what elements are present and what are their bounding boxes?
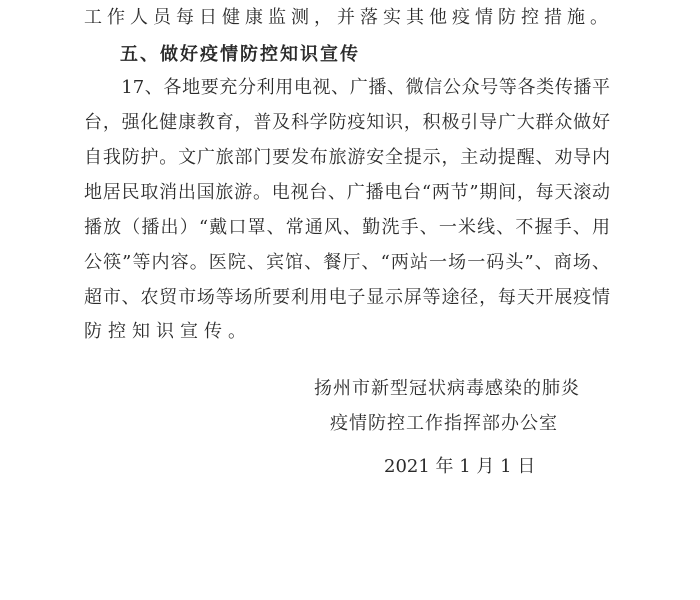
signature-org-line2: 疫情防控工作指挥部办公室 [330, 413, 558, 434]
paragraph-line: 防控知识宣传。 [84, 321, 252, 342]
paragraph-line: 公筷”等内容。医院、宾馆、餐厅、“两站一场一码头”、商场、 [84, 252, 610, 273]
paragraph-line: 地居民取消出国旅游。电视台、广播电台“两节”期间，每天滚动 [84, 182, 610, 203]
paragraph-line: 17、各地要充分利用电视、广播、微信公众号等各类传播平 [84, 77, 610, 98]
signature-date: 2021 年 1 月 1 日 [384, 456, 536, 477]
paragraph-line: 自我防护。文广旅部门要发布旅游安全提示，主动提醒、劝导内 [84, 147, 610, 168]
top-line: 工作人员每日健康监测，并落实其他疫情防控措施。 [84, 7, 613, 28]
signature-org-line1: 扬州市新型冠状病毒感染的肺炎 [314, 378, 580, 399]
paragraph-line: 台，强化健康教育，普及科学防疫知识，积极引导广大群众做好 [84, 112, 610, 133]
paragraph-line: 播放（播出）“戴口罩、常通风、勤洗手、一米线、不握手、用 [84, 217, 610, 238]
paragraph-line: 超市、农贸市场等场所要利用电子显示屏等途径，每天开展疫情 [84, 287, 610, 308]
section-heading: 五、做好疫情防控知识宣传 [120, 44, 360, 65]
